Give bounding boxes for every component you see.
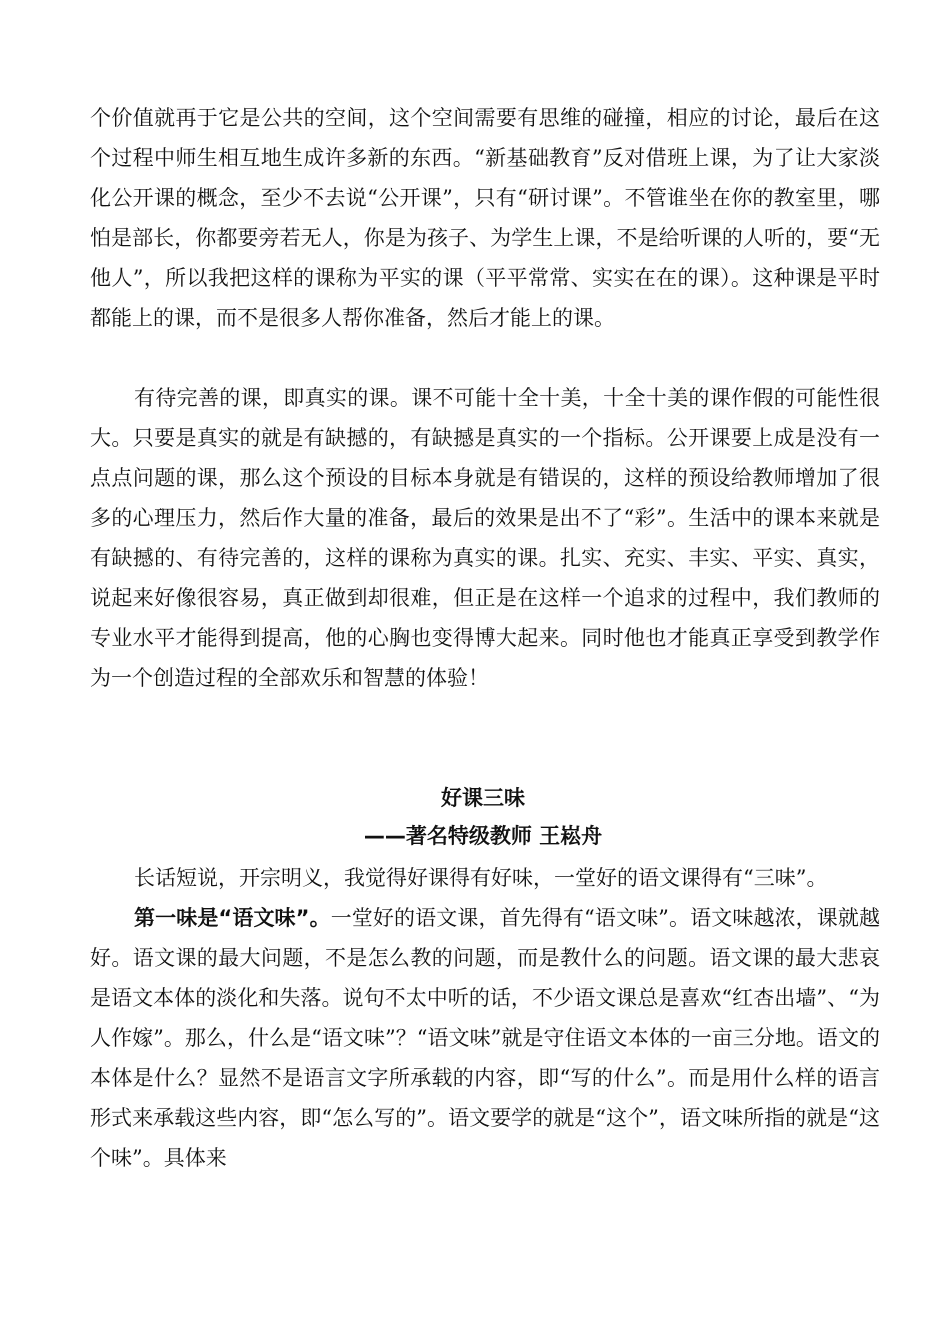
- paragraph-authentic-lesson: 有待完善的课，即真实的课。课不可能十全十美，十全十美的课作假的可能性很大。只要是真实的就是有缺撼的，有缺撼是真实的一个指标。公开课要上成是没有一点点问题的课，那么这个预设的目标本身就是有错误的，这样的预设给教师增加了很多的心理压力，然后作大量的准备，最后的效果是出不了“彩”。生活中的课本来就是有缺撼的、有待完善的，这样的课称为真实的课。扎实、充实、丰实、平实、真实，说起来好像很容易，真正做到却很难，但正是在这样一个追求的过程中，我们教师的专业水平才能得到提高，他的心胸也变得博大起来。同时他也才能真正享受到教学作为一个创造过程的全部欢乐和智慧的体验！: [90, 386, 880, 690]
- first-flavor-lead: 第一味是“语文味”。: [134, 906, 331, 930]
- first-flavor-body: 一堂好的语文课，首先得有“语文味”。语文味越浓，课就越好。语文课的最大问题，不是怎么教的问题，而是教什么的问题。语文课的最大悲哀是语文本体的淡化和失落。说句不太中听的话，不少语文课总是喜欢“红杏出墙”、“为人作嫁”。那么，什么是“语文味”？“语文味”就是守住语文本体的一亩三分地。语文的本体是什么？显然不是语言文字所承载的内容，即“写的什么”。而是用什么样的语言形式来承载这些内容，即“怎么写的”。语文要学的就是“这个”，语文味所指的就是“这个味”。具体来: [90, 906, 880, 1170]
- section-subtitle: ——著名特级教师 王崧舟: [363, 824, 603, 848]
- paragraph-public-space: 个价值就再于它是公共的空间，这个空间需要有思维的碰撞，相应的讨论，最后在这个过程中师生相互地生成许多新的东西。“新基础教育”反对借班上课，为了让大家淡化公开课的概念，至少不去说“公开课”，只有“研讨课”。不管谁坐在你的教室里，哪怕是部长，你都要旁若无人，你是为孩子、为学生上课，不是给听课的人听的，要“无他人”，所以我把这样的课称为平实的课（平平常常、实实在在的课）。这种课是平时都能上的课，而不是很多人帮你准备，然后才能上的课。: [90, 106, 880, 330]
- paragraph-intro: 长话短说，开宗明义，我觉得好课得有好味，一堂好的语文课得有“三味”。: [134, 866, 828, 890]
- paragraph-first-flavor: [90, 898, 880, 1178]
- section-title: 好课三味: [441, 786, 525, 810]
